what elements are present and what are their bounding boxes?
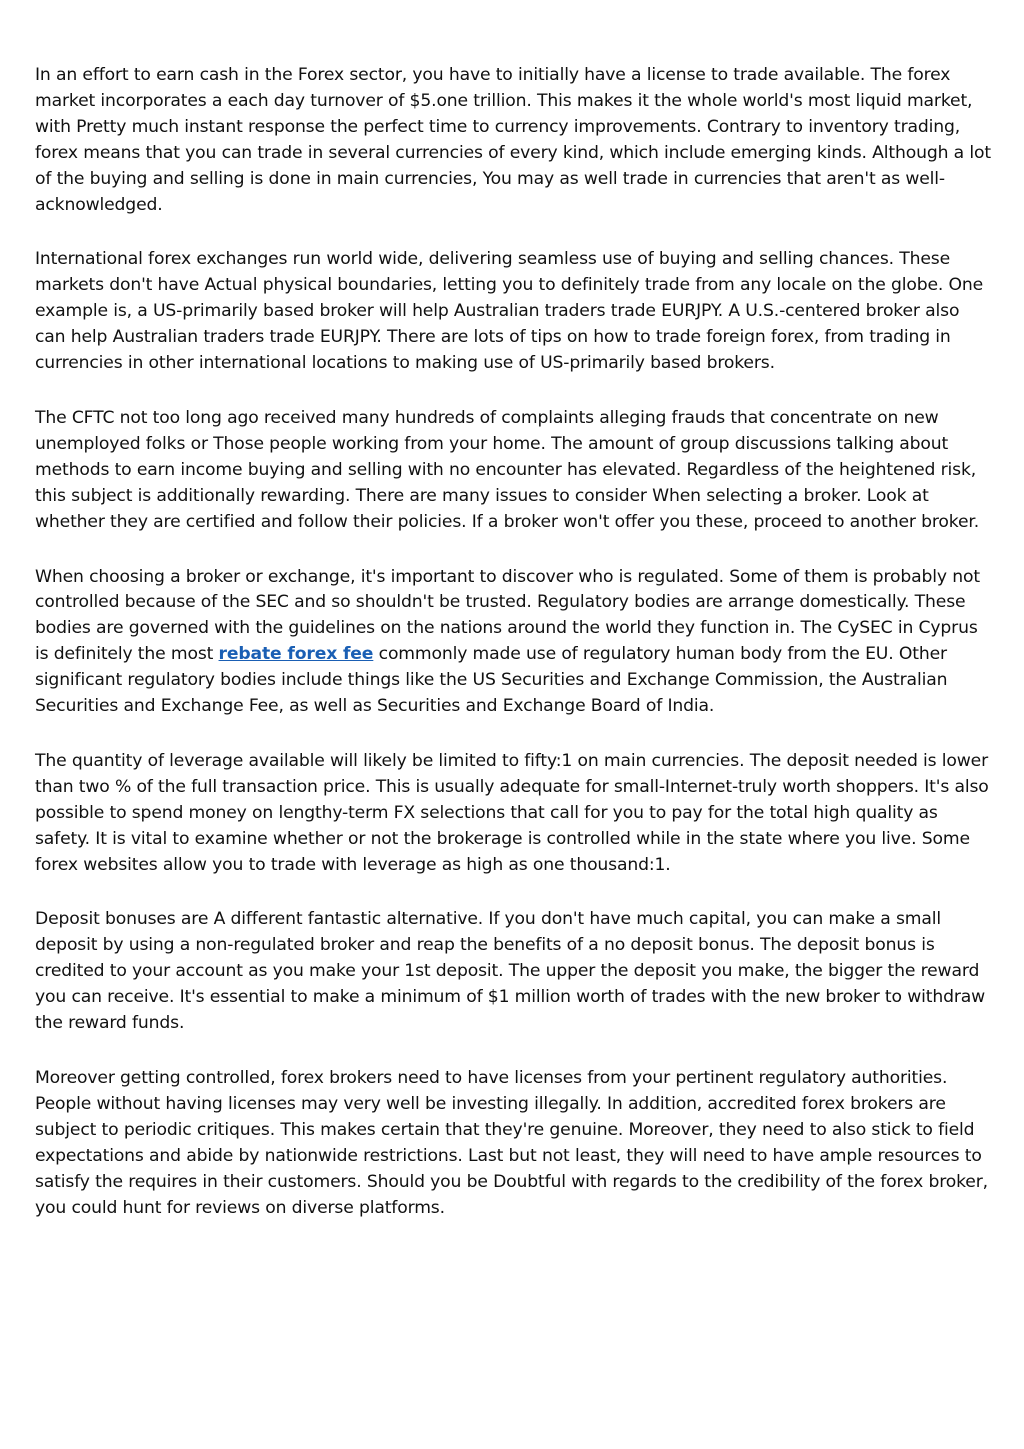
- paragraph-3: The CFTC not too long ago received many hundreds of complaints alleging frauds that concentrate on new unemployed folks or Those people working from your home. The amount of group discussions talking about methods to earn income buying and selling with no encounter has elevated. Regardless of the heightened risk, this subject is additionally rewarding. There are many issues to consider When selecting a broker. Look at whether they are certified and follow their policies. If a broker won't offer you these, proceed to another broker.: [35, 407, 980, 532]
- paragraph-2: International forex exchanges run world wide, delivering seamless use of buying and selling chances. These markets don't have Actual physical boundaries, letting you to definitely trade from any locale on the globe. One example is, a US-primarily based broker will help Australian traders trade EURJPY. A U.S.-centered broker also can help Australian traders trade EURJPY. There are lots of tips on how to trade foreign forex, from trading in currencies in other international locations to making use of US-primarily based brokers.: [35, 249, 984, 374]
- rebate-forex-fee-link[interactable]: rebate forex fee: [218, 644, 374, 665]
- paragraph-7: Moreover getting controlled, forex brokers need to have licenses from your pertinent regulatory authorities. People without having licenses may very well be investing illegally. In addition, accredited forex brokers are subject to periodic critiques. This makes certain that they're genuine. Moreover, they need to also stick to field expectations and abide by nationwide restrictions. Last but not least, they will need to have ample resources to satisfy the requires in their customers. Should you be Doubtful with regards to the credibility of the forex broker, you could hunt for reviews on diverse platforms.: [35, 1068, 988, 1218]
- paragraph-4-text-before-link: When choosing a broker or exchange, it's important to discover who is regulated. Some of them is probably not controlled because of the SEC and so shouldn't be trusted. Regulatory bodies are arrange domestically. These bodies are governed with the guidelines on the nations around the world they function in. The CySEC in Cyprus is definitely the most: [35, 566, 980, 665]
- document-body: [35, 63, 995, 1250]
- paragraph-4: [35, 565, 995, 720]
- paragraph-6: Deposit bonuses are A different fantastic alternative. If you don't have much capital, you can make a small deposit by using a non-regulated broker and reap the benefits of a no deposit bonus. The deposit bonus is credited to your account as you make your 1st deposit. The upper the deposit you make, the bigger the reward you can receive. It's essential to make a minimum of $1 million worth of trades with the new broker to withdraw the reward funds.: [35, 909, 986, 1034]
- paragraph-4-text-after-link: commonly made use of regulatory human body from the EU. Other significant regulatory bodies include things like the US Securities and Exchange Commission, the Australian Securities and Exchange Fee, as well as Securities and Exchange Board of India.: [35, 644, 948, 717]
- paragraph-5: The quantity of leverage available will likely be limited to fifty:1 on main currencies. The deposit needed is lower than two % of the full transaction price. This is usually adequate for small-Internet-truly worth shoppers. It's also possible to spend money on lengthy-term FX selections that call for you to pay for the total high quality as safety. It is vital to examine whether or not the brokerage is controlled while in the state where you live. Some forex websites allow you to trade with leverage as high as one thousand:1.: [35, 750, 989, 875]
- paragraph-1: In an effort to earn cash in the Forex sector, you have to initially have a license to trade available. The forex market incorporates a each day turnover of $5.one trillion. This makes it the whole world's most liquid market, with Pretty much instant response the perfect time to currency improvements. Contrary to inventory trading, forex means that you can trade in several currencies of every kind, which include emerging kinds. Although a lot of the buying and selling is done in main currencies, You may as well trade in currencies that aren't as well-acknowledged.: [35, 65, 991, 215]
